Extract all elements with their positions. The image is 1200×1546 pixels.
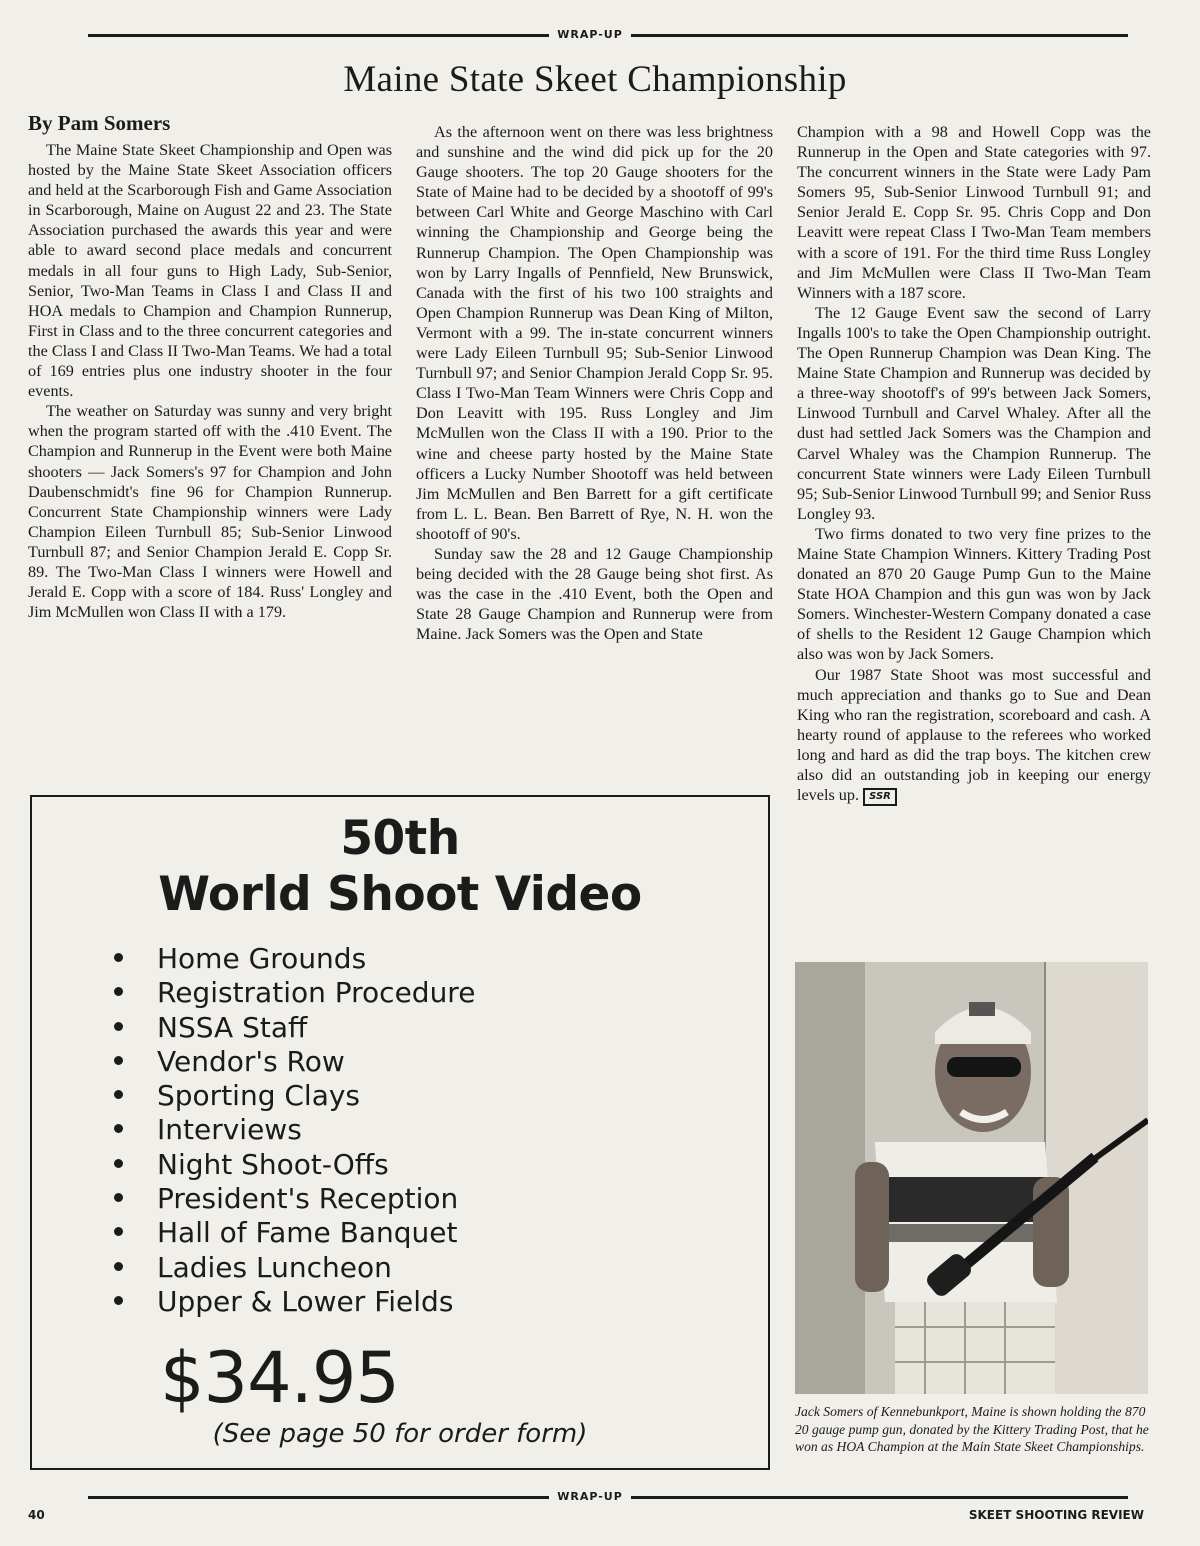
ad-feature-item: NSSA Staff <box>114 1011 475 1045</box>
page-number: 40 <box>28 1508 45 1522</box>
bullet-icon <box>114 1193 123 1202</box>
ssr-end-badge: SSR <box>863 788 897 806</box>
article-paragraph: Sunday saw the 28 and 12 Gauge Championship being decided with the 28 Gauge being shot first. As was the case in the .410 Event, both the Open and State 28 Gauge Champion and Runnerup were from Maine. Jack Somers was the Open and State <box>416 544 773 644</box>
bullet-icon <box>114 1159 123 1168</box>
ad-heading-line1: 50th <box>340 811 460 866</box>
photo-caption: Jack Somers of Kennebunkport, Maine is shown holding the 870 20 gauge pump gun, donated by the Kittery Trading Post, that he won as HOA Champion at the Main State Skeet Championships. <box>795 1404 1149 1454</box>
publication-name: SKEET SHOOTING REVIEW <box>968 1508 1144 1522</box>
bullet-icon <box>114 1022 123 1031</box>
bullet-icon <box>114 1296 123 1305</box>
ad-feature-item: Upper & Lower Fields <box>114 1285 475 1319</box>
shooter-photo <box>795 962 1148 1394</box>
ad-feature-item: Night Shoot-Offs <box>114 1148 475 1182</box>
article-paragraph: As the afternoon went on there was less brightness and sunshine and the wind did pick up for the 20 Gauge shooters. The top 20 Gauge shooters for the State of Maine had to be decided by a shootoff of 99's between Carl White and George Maschino with Carl winning the Championship and George being the Runnerup Champion. The Open Championship was won by Larry Ingalls of Pennfield, New Brunswick, Canada with the first of his two 100 straights and Open Champion Runnerup was Dean King of Milton, Vermont with a 99. The in-state concurrent winners were Lady Eileen Turnbull 95; Sub-Senior Linwood Turnbull 97; and Senior Champion Jerald Copp Sr. 95. Class I Two-Man Team Winners were Chris Copp and Don Leavitt with 195. Russ Longley and Jim McMullen won the Class II with a 190. Prior to the wine and cheese party hosted by the Maine State officers a Lucky Number Shootoff was held between Jim McMullen and Ben Barrett for a gift certificate from L. L. Bean. Ben Barrett of Rye, N. H. won the shootoff of 90's. <box>416 123 773 543</box>
ad-feature-item: Ladies Luncheon <box>114 1251 475 1285</box>
article-paragraph: The 12 Gauge Event saw the second of Larry Ingalls 100's to take the Open Championship outright. The Open Runnerup Champion was Dean King. The Maine State Champion and Runnerup was decided by a three-way shootoff's of 99's between Jack Somers, Linwood Turnbull and Carvel Whaley. After all the dust had settled Jack Somers was the Champion and Carvel Whaley was the Champion Runnerup. The concurrent State winners were Lady Eileen Turnbull 95; Sub-Senior Linwood Turnbull 99; and Senior Russ Longley 93. <box>797 303 1151 523</box>
bullet-icon <box>114 987 123 996</box>
article-paragraph: Champion with a 98 and Howell Copp was the Runnerup in the Open and State categories with 97. The concurrent winners in the State were Lady Pam Somers 95, Sub-Senior Linwood Turnbull 91; and Senior Jerald E. Copp Sr. 95. Chris Copp and Don Leavitt were repeat Class I Two-Man Team members with a score of 191. For the third time Russ Longley and Jim McMullen were Class II Two-Man Team Winners with a 187 score. <box>797 123 1151 302</box>
bullet-icon <box>114 1090 123 1099</box>
ad-order-note: (See page 50 for order form) <box>212 1419 588 1449</box>
bullet-icon <box>114 953 123 962</box>
article-paragraph: The Maine State Skeet Championship and Open was hosted by the Maine State Skeet Association officers and held at the Scarborough Fish and Game Association in Scarborough, Maine on August 22 and 23. The State Association purchased the awards this year and were able to award second place medals and concurrent medals in all four guns to High Lady, Sub-Senior, Senior, Two-Man Teams in Class I and Class II and HOA medals to Champion and Champion Runnerup, First in Class and to the three concurrent categories and the Class I and Class II Two-Man Teams. We had a total of 169 entries plus one industry shooter in the four events. <box>28 141 392 401</box>
video-advertisement <box>30 795 770 1470</box>
shooter-photo-illustration <box>795 962 1148 1394</box>
article-title: Maine State Skeet Championship <box>343 59 847 100</box>
byline: By Pam Somers <box>28 111 171 135</box>
bullet-icon <box>114 1262 123 1271</box>
bullet-icon <box>114 1124 123 1133</box>
article-column-3 <box>797 122 1151 806</box>
footer-section-label: WRAP-UP <box>549 1490 631 1503</box>
header-rule <box>28 28 1152 42</box>
ad-feature-item: Registration Procedure <box>114 976 475 1010</box>
ad-feature-item: Vendor's Row <box>114 1045 475 1079</box>
bullet-icon <box>114 1227 123 1236</box>
article-paragraph: The weather on Saturday was sunny and very bright when the program started off with the .410 Event. The Champion and Runnerup in the Event were both Maine shooters — Jack Somers's 97 for Champion and John Daubenschmidt's fine 96 for Champion Runnerup. Concurrent State Championship winners were Lady Champion Eileen Turnbull 85; Sub-Senior Linwood Turnbull 87; and Senior Champion Jerald E. Copp Sr. 89. The Two-Man Class I winners were Howell and Jerald E. Copp with a score of 184. Russ' Longley and Jim McMullen won Class II with a 179. <box>28 402 392 622</box>
ad-feature-item: Sporting Clays <box>114 1079 475 1113</box>
article-column-1 <box>28 110 392 622</box>
footer-rule <box>28 1490 1152 1504</box>
ad-heading-line2: World Shoot Video <box>158 867 642 922</box>
bullet-icon <box>114 1056 123 1065</box>
closing-text: Our 1987 State Shoot was most successful and much appreciation and thanks go to Sue and Dean King who ran the registration, scoreboard and cash. A hearty round of applause to the referees who worked long and hard as did the trap boys. The kitchen crew also did an outstanding job in keeping our energy levels up. <box>797 665 1151 805</box>
article-paragraph-last <box>797 665 1151 807</box>
ad-price: $34.95 <box>160 1337 399 1419</box>
ad-feature-item: Home Grounds <box>114 942 475 976</box>
ad-feature-list <box>114 942 475 1319</box>
article-column-2 <box>416 122 773 644</box>
ad-feature-item: President's Reception <box>114 1182 475 1216</box>
ad-feature-item: Hall of Fame Banquet <box>114 1216 475 1250</box>
header-section-label: WRAP-UP <box>549 28 631 41</box>
article-paragraph: Two firms donated to two very fine prizes to the Maine State Champion Winners. Kittery Trading Post donated an 870 20 Gauge Pump Gun to the Maine State HOA Champion and this gun was won by Jack Somers. Winchester-Western Company donated a case of shells to the Resident 12 Gauge Champion which also was won by Jack Somers. <box>797 524 1151 664</box>
ad-feature-item: Interviews <box>114 1113 475 1147</box>
